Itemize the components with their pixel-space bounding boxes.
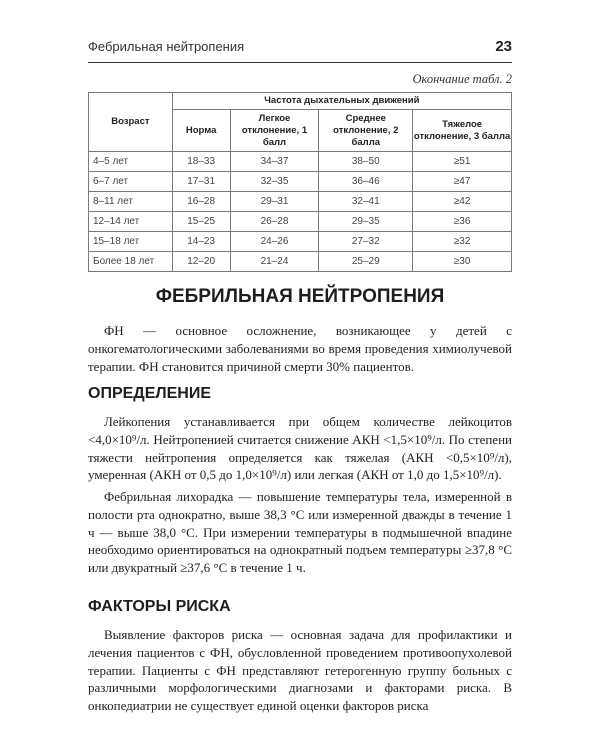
header-age: Возраст	[89, 93, 173, 152]
cell-norm: 12–20	[172, 252, 230, 272]
cell-mild: 29–31	[230, 192, 319, 212]
header-moderate: Среднее отклонение, 2 балла	[319, 110, 413, 152]
risk-factors-heading: ФАКТОРЫ РИСКА	[88, 598, 231, 615]
header-severe: Тяжелое отклонение, 3 балла	[413, 110, 512, 152]
cell-age: 8–11 лет	[89, 192, 173, 212]
cell-severe: ≥36	[413, 212, 512, 232]
cell-mild: 34–37	[230, 152, 319, 172]
cell-norm: 15–25	[172, 212, 230, 232]
cell-mild: 24–26	[230, 232, 319, 252]
table-row	[89, 152, 512, 172]
cell-mild: 32–35	[230, 172, 319, 192]
definition-heading: ОПРЕДЕЛЕНИЕ	[88, 385, 211, 402]
cell-severe: ≥32	[413, 232, 512, 252]
cell-moderate: 36–46	[319, 172, 413, 192]
risk-factors-paragraph: Выявление факторов риска — основная задача для профилактики и лечения пациентов с ФН, обусловленной проведением противоопухолевой терапии. Пациенты с ФН представляют гетерогенную группу больных с различными морфологическими диагнозами и факторами риска. В онкопедиатрии не существует единой оценки факторов риска	[88, 627, 512, 714]
table-row	[89, 192, 512, 212]
cell-age: Более 18 лет	[89, 252, 173, 272]
intro-paragraph: ФН — основное осложнение, возникающее у детей с онкогематологическими заболеваниями во время проведения химиолучевой терапии. ФН становится причиной смерти 30% пациентов.	[88, 323, 512, 374]
cell-severe: ≥42	[413, 192, 512, 212]
running-header	[88, 38, 512, 63]
page-number: 23	[495, 38, 512, 55]
cell-severe: ≥30	[413, 252, 512, 272]
cell-moderate: 27–32	[319, 232, 413, 252]
respiratory-rate-table	[88, 92, 512, 272]
cell-moderate: 29–35	[319, 212, 413, 232]
definition-paragraph-1: Лейкопения устанавливается при общем количестве лейкоцитов <4,0×10⁹/л. Нейтропенией считается снижение АКН <1,5×10⁹/л. По степени тяжести нейтропения определяется как тяжелая (АКН <0,5×10⁹/л), умеренная (АКН от 0,5 до 1,0×10⁹/л) или легкая (АКН от 1,0 до 1,5×10⁹/л).	[88, 414, 512, 483]
cell-mild: 26–28	[230, 212, 319, 232]
cell-norm: 17–31	[172, 172, 230, 192]
cell-severe: ≥51	[413, 152, 512, 172]
cell-age: 4–5 лет	[89, 152, 173, 172]
table-row	[89, 172, 512, 192]
cell-moderate: 25–29	[319, 252, 413, 272]
definition-paragraph-2: Фебрильная лихорадка — повышение температуры тела, измеренной в полости рта однократно, выше 38,3 °С или измеренной дважды в течение 1 ч — выше 38,0 °С. При измерении температуры в подмышечной впадине необходимо ориентироваться на однократный подъем температуры ≥37,8 °С или двукратный ≥37,6 °С в течение 1 ч.	[88, 489, 512, 576]
cell-mild: 21–24	[230, 252, 319, 272]
cell-age: 15–18 лет	[89, 232, 173, 252]
table-caption: Окончание табл. 2	[412, 72, 512, 86]
section-title: ФЕБРИЛЬНАЯ НЕЙТРОПЕНИЯ	[155, 286, 445, 307]
header-respiratory-rate: Частота дыхательных движений	[172, 93, 511, 110]
header-norm: Норма	[172, 110, 230, 152]
cell-age: 6–7 лет	[89, 172, 173, 192]
cell-norm: 18–33	[172, 152, 230, 172]
table-row	[89, 252, 512, 272]
cell-severe: ≥47	[413, 172, 512, 192]
cell-norm: 14–23	[172, 232, 230, 252]
cell-norm: 16–28	[172, 192, 230, 212]
header-mild: Легкое отклонение, 1 балл	[230, 110, 319, 152]
cell-moderate: 32–41	[319, 192, 413, 212]
cell-age: 12–14 лет	[89, 212, 173, 232]
running-title: Фебрильная нейтропения	[88, 39, 245, 54]
cell-moderate: 38–50	[319, 152, 413, 172]
table-row	[89, 212, 512, 232]
table-row	[89, 232, 512, 252]
